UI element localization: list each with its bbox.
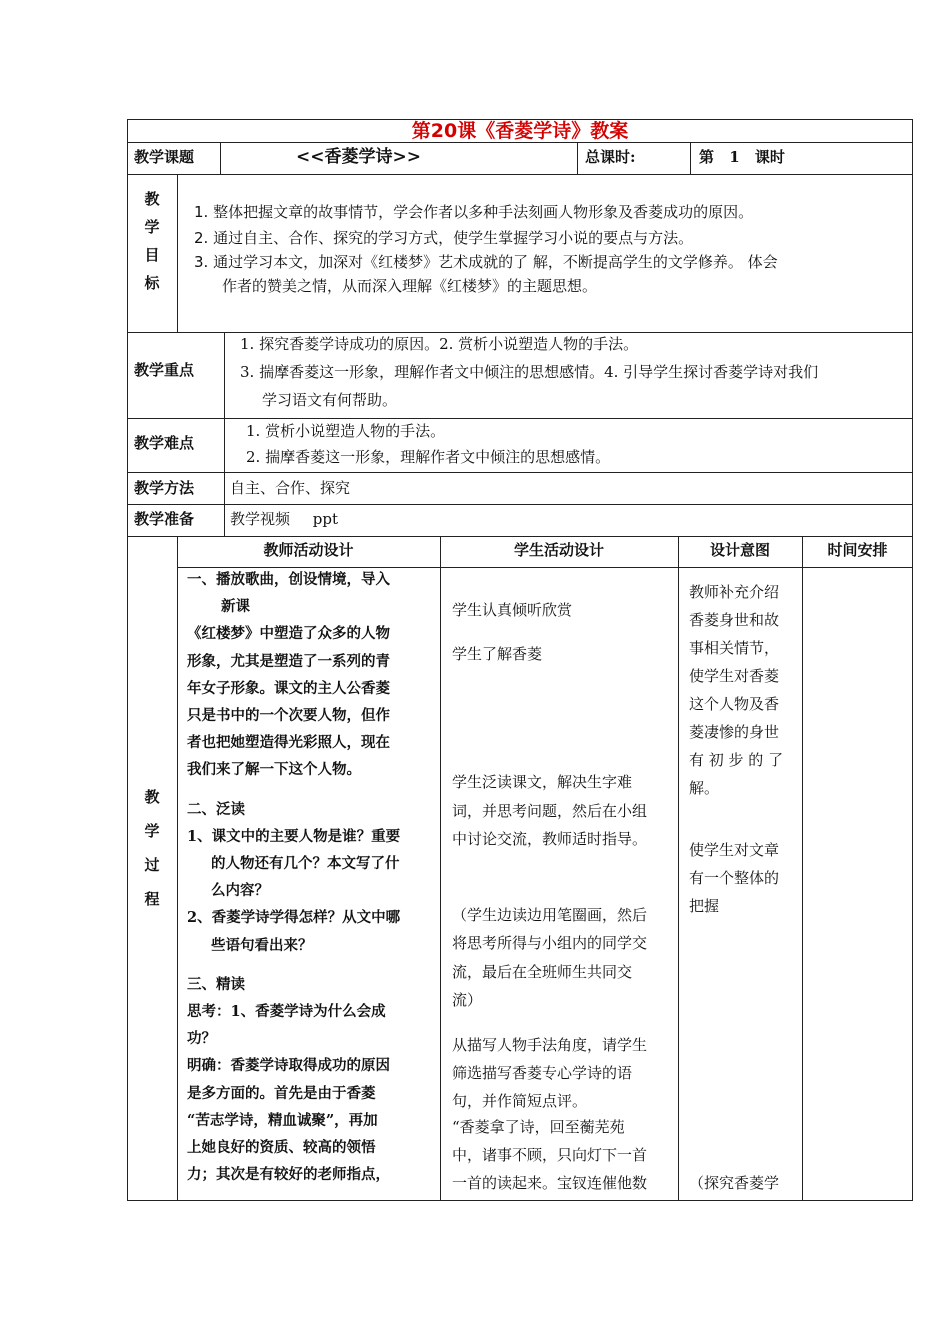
time-column-header: 时间安排 [827,541,888,559]
teacher-column-header: 教师活动设计 [263,541,354,559]
student-line: 中讨论交流，教师适时指导。 [452,830,648,848]
col-divider [690,142,691,174]
teacher-line: 我们来了解一下这个人物。 [187,761,361,779]
col-divider [678,536,679,1201]
row-divider [127,472,913,473]
intent-line: 使学生对香菱 [689,667,780,685]
total-hours-label: 总课时: [585,148,636,166]
teacher-line: 新课 [221,598,250,616]
teacher-line: 2、香菱学诗学得怎样？从文中哪 [187,909,401,927]
student-column-header: 学生活动设计 [513,541,604,559]
teacher-spacer [187,784,437,796]
student-line: 一首的读起来。宝钗连催他数 [452,1174,648,1192]
student-line: 从描写人物手法角度，请学生 [452,1036,648,1054]
intent-line: 事相关情节， [689,639,780,657]
student-line: 流，最后在全班师生共同交 [452,963,633,981]
teacher-line: 功？ [187,1030,216,1048]
teacher-line: 三、精读 [187,975,245,993]
intent-line: 把握 [689,897,720,915]
teacher-line: 些语句看出来？ [211,936,313,954]
difficulties-label: 教学难点 [134,434,195,452]
difficulty-line: 1. 赏析小说塑造人物的手法。 [246,422,446,440]
goal-item: 作者的赞美之情，从而深入理解《红楼梦》的主题思想。 [222,277,598,295]
teacher-line: 只是书中的一个次要人物，但作 [187,707,390,725]
teacher-line: 思考：1、香菱学诗为什么会成 [187,1003,386,1021]
teacher-line: 年女子形象。课文的主人公香菱 [187,679,390,697]
col-divider [577,142,578,174]
teacher-line: 明确：香菱学诗取得成功的原因 [187,1057,390,1075]
key-point-line: 学习语文有何帮助。 [262,391,398,409]
intent-line: 有 初 步 的 了 [689,751,784,769]
intent-line: （探究香菱学 [689,1174,780,1192]
period-value: 第 1 课时 [699,148,785,166]
student-line: “香菱拿了诗，回至蘅芜苑 [452,1118,625,1136]
col-divider [177,174,178,332]
row-divider [127,418,913,419]
intent-line: 使学生对文章 [689,841,780,859]
intent-line: 教师补充介绍 [689,583,780,601]
teacher-line: 是多方面的。首先是由于香菱 [187,1084,376,1102]
difficulty-line: 2. 揣摩香菱这一形象，理解作者文中倾注的思想感情。 [246,448,611,466]
goal-item: 3. 通过学习本文，加深对《红楼梦》艺术成就的了 解，不断提高学生的文学修养。 体会 [194,253,778,271]
student-line: 学生认真倾听欣赏 [452,601,573,619]
student-line: 中，诸事不顾，只向灯下一首 [452,1146,648,1164]
student-line: 学生了解香菱 [452,645,543,663]
student-line: 筛选描写香菱专心学诗的语 [452,1064,633,1082]
teacher-line: 上她良好的资质、较高的领悟 [187,1139,376,1157]
topic-value: <<香菱学诗>> [296,147,421,167]
intent-line: 菱凄惨的身世 [689,723,780,741]
intent-column-header: 设计意图 [709,541,770,559]
teacher-line: 形象，尤其是塑造了一系列的青 [187,652,390,670]
teacher-line: 二、泛读 [187,800,245,818]
row-divider [127,332,913,333]
row-divider [127,504,913,505]
intent-line: 有一个整体的 [689,869,780,887]
process-label: 教学过程 [144,788,160,908]
key-points-label: 教学重点 [134,361,195,379]
preparation-label: 教学准备 [134,510,195,528]
teacher-line: 《红楼梦》中塑造了众多的人物 [187,625,390,643]
preparation-value: 教学视频 ppt [230,510,339,528]
intent-line: 解。 [689,779,720,797]
method-value: 自主、合作、探究 [230,479,351,497]
teacher-line: 的人物还有几个？本文写了什 [211,855,400,873]
col-divider [802,536,803,1201]
student-line: 流） [452,991,483,1009]
topic-label: 教学课题 [134,148,195,166]
teacher-activity-content [187,566,437,1188]
col-divider [220,142,221,174]
student-line: 将思考所得与小组内的同学交 [452,934,648,952]
student-line: 句，并作简短点评。 [452,1092,588,1110]
student-line: （学生边读边用笔圈画，然后 [452,906,648,924]
col-divider [177,536,178,1201]
page-title: 第20课《香菱学诗》教案 [411,120,629,142]
teacher-line: 者也把她塑造得光彩照人，现在 [187,734,390,752]
col-divider [224,332,225,536]
teacher-spacer [187,959,437,971]
row-divider [127,536,913,537]
row-divider [127,174,913,175]
intent-line: 这个人物及香 [689,695,780,713]
teacher-line: 一、播放歌曲，创设情境，导入 [187,571,390,588]
col-divider [440,536,441,1201]
teacher-line: 力；其次是有较好的老师指点， [187,1166,390,1184]
student-line: 词，并思考问题，然后在小组 [452,802,648,820]
goal-item: 1. 整体把握文章的故事情节，学会作者以多种手法刻画人物形象及香菱成功的原因。 [194,203,754,221]
teacher-line: 么内容？ [211,882,269,900]
method-label: 教学方法 [134,479,195,497]
key-point-line: 1. 探究香菱学诗成功的原因。2. 赏析小说塑造人物的手法。 [240,335,639,353]
teacher-line: “苦志学诗，精血诚聚”，再加 [187,1111,378,1129]
intent-line: 香菱身世和故 [689,611,780,629]
teacher-line: 1、课文中的主要人物是谁？重要 [187,827,401,845]
student-line: 学生泛读课文，解决生字难 [452,773,633,791]
goal-item: 2. 通过自主、合作、探究的学习方式，使学生掌握学习小说的要点与方法。 [194,229,694,247]
goals-label: 教学目标 [144,190,160,292]
key-point-line: 3. 揣摩香菱这一形象，理解作者文中倾注的思想感情。4. 引导学生探讨香菱学诗对我们 [240,363,819,381]
